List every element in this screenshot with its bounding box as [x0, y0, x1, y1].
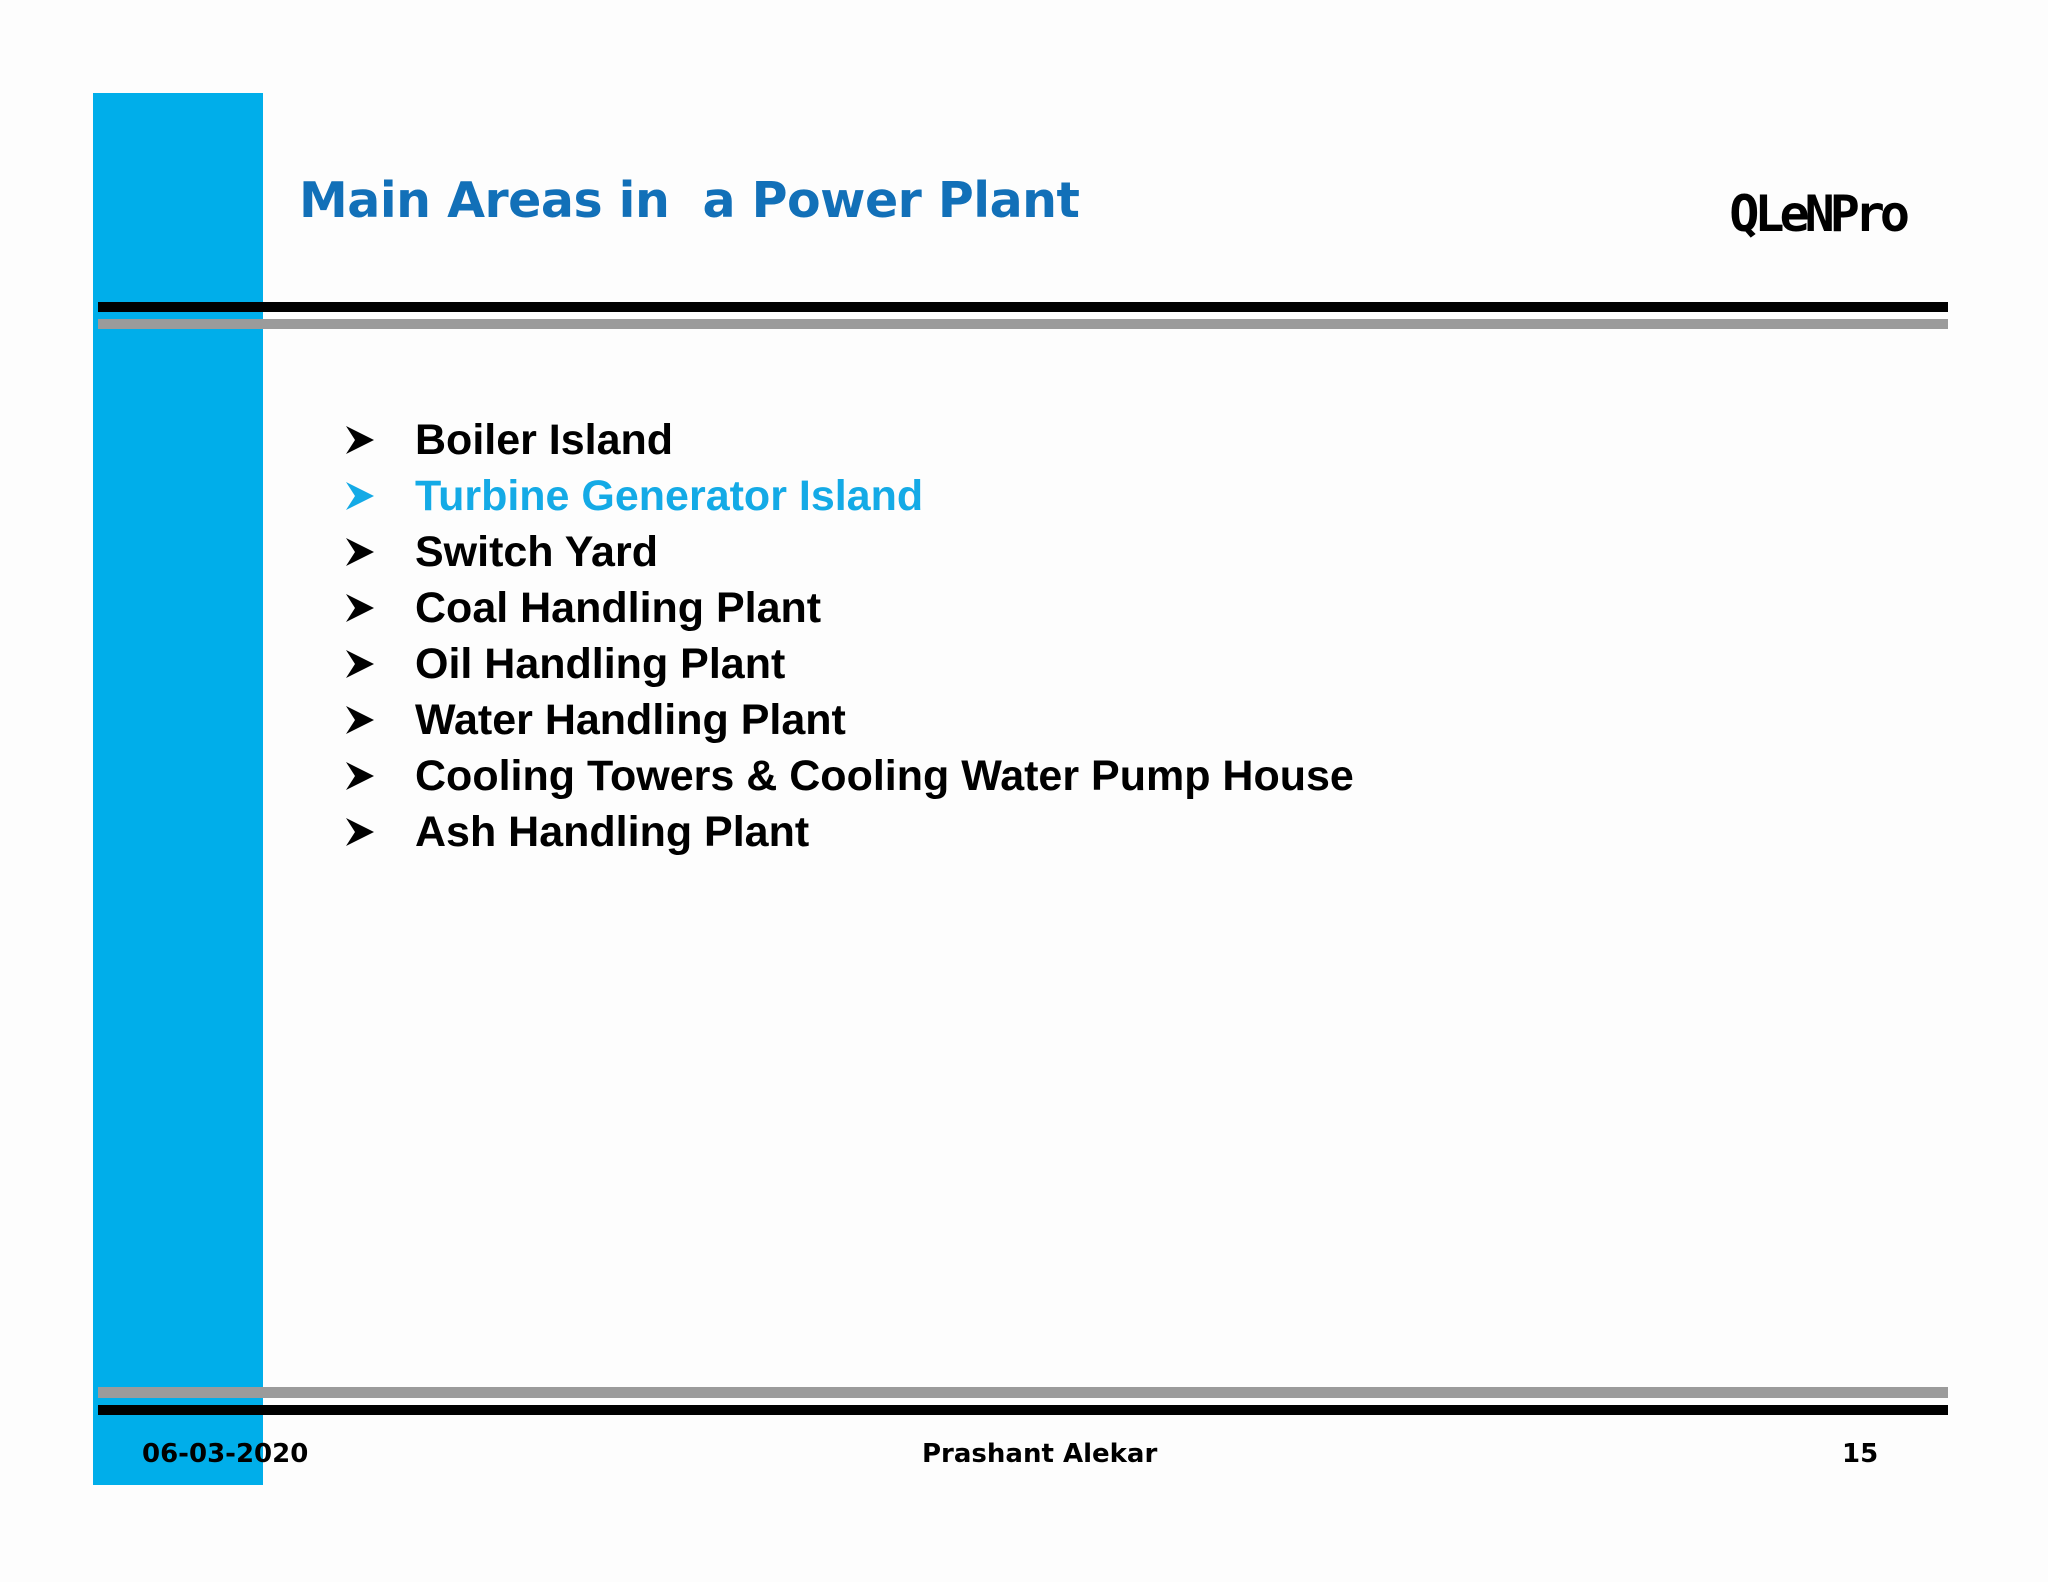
- arrowhead-bullet-icon: [345, 425, 375, 455]
- footer-date: 06-03-2020: [142, 1439, 309, 1469]
- footer-divider-black: [98, 1405, 1948, 1415]
- bullet-item: [345, 804, 1354, 860]
- bullet-list: [345, 412, 1354, 860]
- bullet-label: Coal Handling Plant: [415, 583, 822, 632]
- header-divider-black: [98, 302, 1948, 312]
- arrowhead-bullet-icon: [345, 761, 375, 791]
- bullet-label: Cooling Towers & Cooling Water Pump House: [415, 751, 1354, 800]
- bullet-item: [345, 692, 1354, 748]
- arrowhead-bullet-icon: [345, 537, 375, 567]
- bullet-label: Water Handling Plant: [415, 695, 846, 744]
- bullet-item: [345, 636, 1354, 692]
- bullet-item-highlighted: [345, 468, 1354, 524]
- brand-logo: QLeNPro: [1729, 185, 1905, 243]
- bullet-label: Switch Yard: [415, 527, 658, 576]
- footer-page-number: 15: [1842, 1439, 1879, 1469]
- bullet-item: [345, 412, 1354, 468]
- bullet-item: [345, 580, 1354, 636]
- arrowhead-bullet-icon: [345, 705, 375, 735]
- footer-divider-gray: [98, 1387, 1948, 1398]
- bullet-item: [345, 748, 1354, 804]
- arrowhead-bullet-icon: [345, 817, 375, 847]
- bullet-label: Ash Handling Plant: [415, 807, 810, 856]
- arrowhead-bullet-icon: [345, 593, 375, 623]
- arrowhead-bullet-icon: [345, 481, 375, 511]
- arrowhead-bullet-icon: [345, 649, 375, 679]
- slide-title: Main Areas in a Power Plant: [299, 172, 1080, 229]
- header-divider-gray: [98, 319, 1948, 329]
- bullet-label: Boiler Island: [415, 415, 674, 464]
- footer-author: Prashant Alekar: [922, 1439, 1158, 1469]
- bullet-item: [345, 524, 1354, 580]
- bullet-label: Oil Handling Plant: [415, 639, 786, 688]
- bullet-label: Turbine Generator Island: [415, 471, 924, 520]
